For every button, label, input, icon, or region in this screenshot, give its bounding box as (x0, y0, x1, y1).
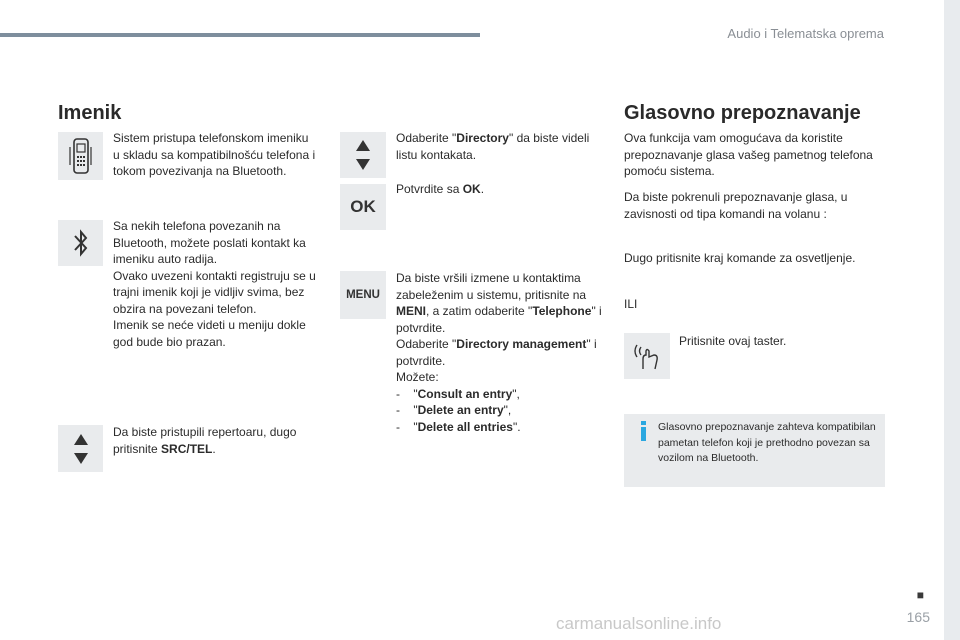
menu-text-4: Odaberite " (396, 337, 457, 351)
confirm-ok-text (396, 181, 606, 198)
src-tel-label: SRC/TEL (161, 441, 213, 456)
confirm-ok-text-a: Potvrdite sa (396, 182, 463, 196)
glasovno-title: Glasovno prepoznavanje (624, 102, 861, 124)
telephone-label: Telephone (532, 304, 592, 318)
menu-text-5: " i potvrdite. (396, 337, 597, 368)
option-item: - "Delete all entries". (396, 419, 521, 434)
section-header: Audio i Telematska oprema (727, 26, 884, 41)
ili-label: ILI (624, 297, 638, 311)
voice-button-icon (624, 333, 670, 379)
menu-text-1: Da biste vršili izmene u kontaktima zabeleženim u sistemu, pritisnite na (396, 271, 587, 302)
option-label: Delete all entries (417, 419, 513, 434)
option-item: - "Delete an entry", (396, 403, 512, 417)
menu-instructions-text (396, 270, 606, 435)
imenik-text-3-b: . (212, 441, 216, 456)
directory-text-a: Odaberite " (396, 131, 457, 145)
imenik-title: Imenik (58, 102, 122, 124)
info-icon (637, 420, 651, 442)
up-down-arrows-icon (58, 425, 103, 472)
page-dot-marker: ■ (916, 588, 924, 602)
phone-icon (58, 132, 103, 180)
confirm-ok-text-b: . (480, 182, 485, 196)
page-number: 165 (906, 609, 930, 625)
directory-text-b: " da biste videli listu kontakata. (396, 131, 590, 162)
meni-label: MENI (396, 304, 426, 318)
info-text: Glasovno prepoznavanje zahteva kompatibilan pametan telefon koji je prethodno povezan sa vozilom na Bluetooth. (658, 421, 876, 464)
up-down-arrows-icon (340, 132, 386, 178)
header-bar (0, 33, 480, 37)
glasovno-p3: Dugo pritisnite kraj komande za osvetljenje. (624, 251, 856, 265)
ok-label: OK (462, 182, 481, 196)
option-item: - "Consult an entry", (396, 386, 520, 401)
imenik-text-2-line: Sa nekih telefona povezanih na Bluetooth, možete poslati kontakt ka imeniku auto radija. (113, 219, 306, 266)
glasovno-p4: Pritisnite ovaj taster. (679, 334, 787, 348)
imenik-text-3 (113, 424, 318, 457)
mozete-label: Možete: (396, 370, 439, 384)
menu-text-2: , a zatim odaberite " (426, 304, 533, 318)
bluetooth-icon (58, 220, 103, 266)
menu-icon-label: MENU (346, 289, 380, 301)
option-label: Consult an entry (417, 386, 513, 401)
directory-management-label: Directory management (456, 337, 587, 351)
menu-button-icon (340, 271, 386, 319)
imenik-text-1: Sistem pristupa telefonskom imeniku u skladu sa kompatibilnošću telefona i tokom povezivanja na Bluetooth. (113, 131, 316, 178)
page-edge-strip (944, 0, 960, 640)
directory-text (396, 130, 606, 163)
imenik-text-3-a: Da biste pristupili repertoaru, dugo pritisnite (113, 425, 297, 456)
imenik-text-2 (113, 218, 318, 350)
directory-label: Directory (456, 131, 509, 145)
option-label: Delete an entry (417, 403, 504, 417)
imenik-text-2-line: Ovako uvezeni kontakti registruju se u trajni imenik koji je vidljiv svima, bez obzira na povezani telefon. (113, 268, 316, 316)
menu-text-3: " i potvrdite. (396, 304, 602, 335)
imenik-text-2-line: Imenik se neće videti u meniju dokle god bude bio prazan. (113, 318, 306, 349)
ok-icon-label: OK (350, 197, 376, 216)
watermark-text: carmanualsonline.info (556, 614, 722, 633)
ok-button-icon (340, 184, 386, 230)
glasovno-p2: Da biste pokrenuli prepoznavanje glasa, u zavisnosti od tipa komandi na volanu : (624, 190, 848, 221)
glasovno-p1: Ova funkcija vam omogućava da koristite prepoznavanje glasa vašeg pametnog telefona pomoću sistema. (624, 131, 873, 178)
